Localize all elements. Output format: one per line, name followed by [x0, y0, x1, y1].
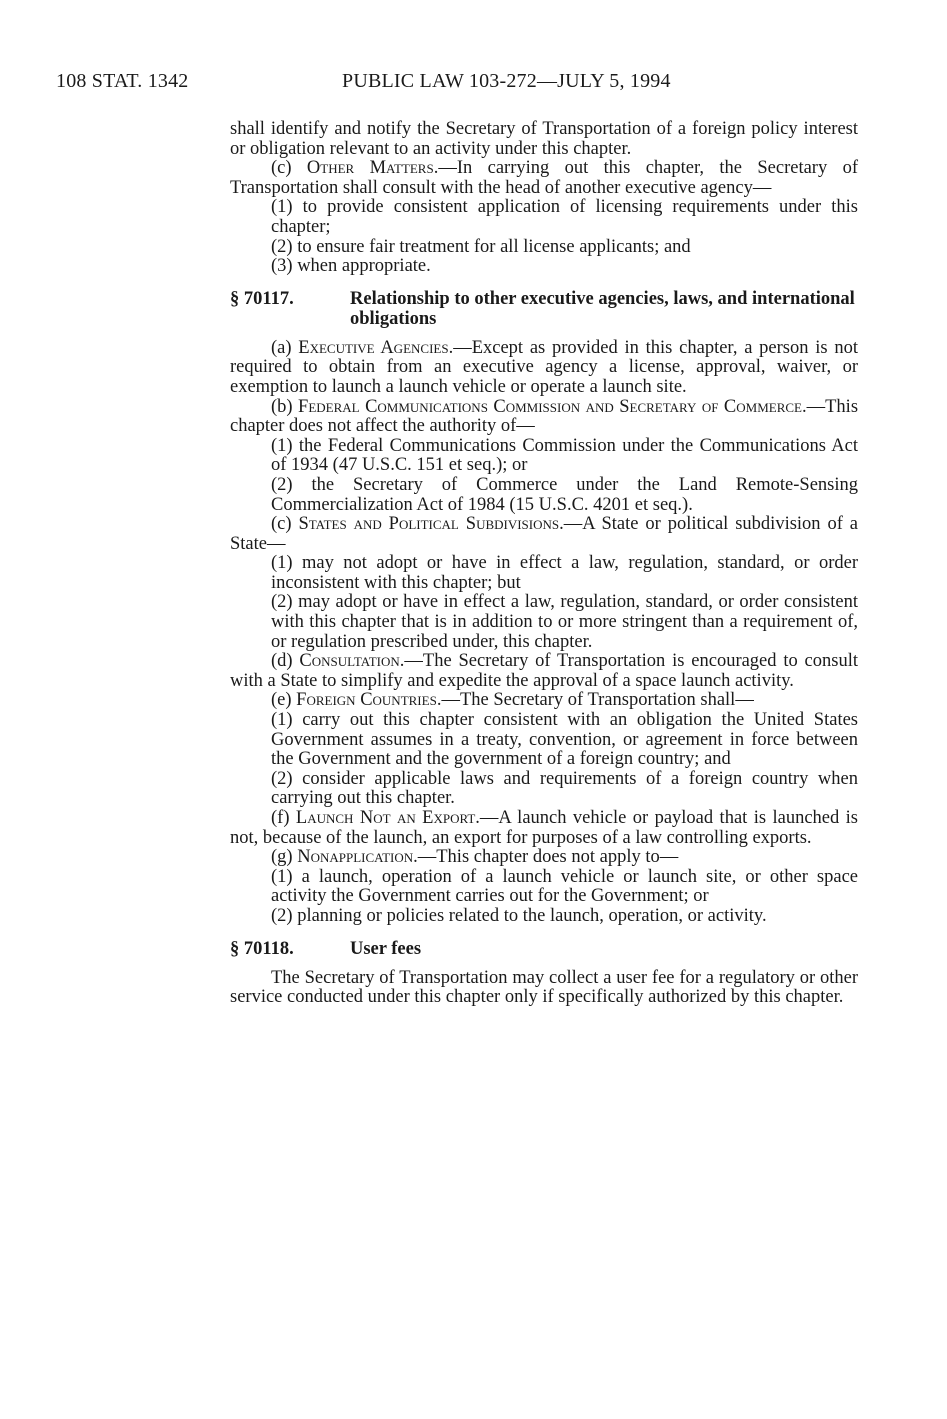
subsection-f: (f) Launch Not an Export.—A launch vehicle or payload that is launched is not, because of the launch, an export for purposes of a law controlling exports.: [230, 808, 858, 848]
subsection-g: (g) Nonapplication.—This chapter does not apply to—: [271, 847, 679, 868]
subsection-heading: Executive Agencies: [298, 337, 449, 358]
public-law-title: PUBLIC LAW 103-272—JULY 5, 1994: [342, 70, 671, 92]
subsection-heading: States and Political Subdivisions: [298, 514, 560, 535]
subsection-a: (a) Executive Agencies.—Except as provided in this chapter, a person is not required to obtain from an executive agency a license, approval, waiver, or exemption to launch a launch vehicle or operate a launch site.: [230, 337, 859, 397]
list-item: (1) carry out this chapter consistent with an obligation the United States Government assumes in a treaty, convention, or agreement in force between the Government and the government of a foreign country; and: [271, 710, 858, 770]
subsection-b: (b) Federal Communications Commission and Secretary of Commerce.—This chapter does not affect the authority of—: [230, 396, 859, 437]
list-item: (1) a launch, operation of a launch vehicle or launch site, or other space activity the Government carries out for the Government; or: [271, 866, 858, 907]
list-item: (2) may adopt or have in effect a law, regulation, standard, or order consistent with this chapter that is in addition to or more stringent than a requirement of, or regulation prescribed under, this chapter.: [271, 592, 858, 652]
list-item: (3) when appropriate.: [271, 256, 431, 277]
subsection-heading: Consultation: [299, 651, 400, 672]
list-item: (2) to ensure fair treatment for all license applicants; and: [271, 236, 691, 257]
subsection-d: (d) Consultation.—The Secretary of Transportation is encouraged to consult with a State to simplify and expedite the approval of a space launch activity.: [230, 651, 858, 691]
subsection-c-other-matters: (c) Other Matters.—In carrying out this chapter, the Secretary of Transportation shall consult with the head of another executive agency—: [230, 158, 858, 198]
list-item: (1) may not adopt or have in effect a law, regulation, standard, or order inconsistent with this chapter; but: [271, 553, 858, 593]
subsection-heading: Nonapplication: [297, 847, 414, 868]
document-body: [230, 120, 858, 1008]
list-item: (2) planning or policies related to the launch, operation, or activity.: [271, 905, 767, 926]
list-item: (1) to provide consistent application of licensing requirements under this chapter;: [271, 197, 858, 237]
list-item: (2) the Secretary of Commerce under the Land Remote-Sensing Commercialization Act of 1984 (15 U.S.C. 4201 et seq.).: [271, 474, 858, 515]
section-heading-70117: § 70117. Relationship to other executive agencies, laws, and international obligations: [230, 288, 855, 329]
subsection-e: (e) Foreign Countries.—The Secretary of Transportation shall—: [271, 690, 754, 711]
list-item: (2) consider applicable laws and requirements of a foreign country when carrying out this chapter.: [271, 768, 858, 809]
subsection-heading: Other Matters: [306, 158, 434, 179]
subsection-c: (c) States and Political Subdivisions.—A State or political subdivision of a State—: [230, 514, 858, 554]
section-70118-text: The Secretary of Transportation may collect a user fee for a regulatory or other service conducted under this chapter only if specifically authorized by this chapter.: [230, 967, 858, 1008]
statute-page-number: 108 STAT. 1342: [56, 70, 189, 92]
subsection-heading: Launch Not an Export: [295, 808, 476, 828]
subsection-heading: Foreign Countries: [296, 690, 437, 711]
list-item: (1) the Federal Communications Commission under the Communications Act of 1934 (47 U.S.C. 151 et seq.); or: [271, 435, 858, 476]
subsection-heading: Federal Communications Commission and Secretary of Commerce: [298, 396, 802, 417]
section-heading-70118: § 70118. User fees: [230, 938, 422, 959]
continued-paragraph: shall identify and notify the Secretary of Transportation of a foreign policy interest or obligation relevant to an activity under this chapter.: [230, 119, 858, 159]
